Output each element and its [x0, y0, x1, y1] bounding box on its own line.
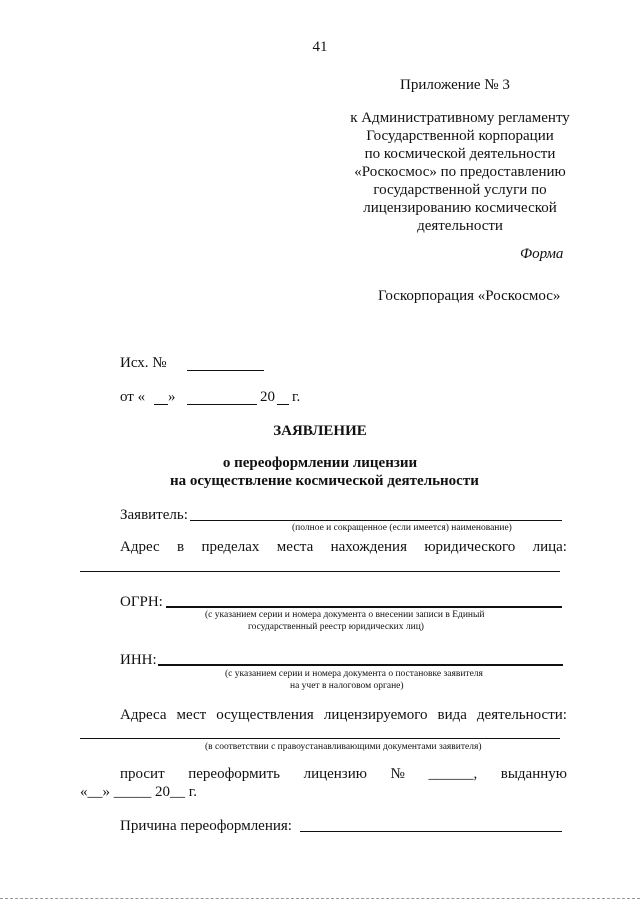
inn-hint-1: (с указанием серии и номера документа о постановке заявителя [225, 669, 483, 679]
request-word: лицензию [303, 766, 367, 782]
places-word: деятельности: [476, 707, 567, 723]
places-word: Адреса [120, 707, 167, 723]
license-number-field[interactable]: ______, [428, 766, 478, 782]
request-word: просит [120, 766, 165, 782]
page-number: 41 [312, 39, 328, 55]
request-word: переоформить [188, 766, 280, 782]
date-day-field[interactable] [154, 404, 168, 405]
address-field[interactable] [80, 571, 560, 572]
applicant-label: Заявитель: [120, 507, 188, 523]
request-word: выданную [500, 766, 567, 782]
date-mid: » [168, 389, 176, 405]
activity-places-field[interactable] [80, 738, 560, 739]
ogrn-field[interactable] [166, 606, 562, 608]
reason-label: Причина переоформления: [120, 818, 292, 834]
address-word: в [177, 539, 185, 555]
activity-places-hint: (в соответствии с правоустанавливающими документами заявителя) [205, 742, 482, 752]
ogrn-label: ОГРН: [120, 594, 163, 610]
address-word: места [276, 539, 314, 555]
year-prefix: 20 [260, 389, 275, 405]
places-word: мест [176, 707, 207, 723]
reg-line-4: «Роскосмос» по предоставлению [354, 164, 566, 180]
reg-line-5: государственной услуги по [373, 182, 547, 198]
places-word: лицензируемого [323, 707, 428, 723]
applicant-hint: (полное и сокращенное (если имеется) наименование) [292, 523, 512, 533]
outgoing-number-field[interactable] [187, 370, 264, 371]
reg-line-7: деятельности [417, 218, 503, 234]
date-prefix: от « [120, 389, 146, 405]
address-word: нахождения [330, 539, 407, 555]
applicant-field[interactable] [190, 520, 562, 521]
activity-places-label [120, 706, 567, 724]
page-bottom-edge [0, 898, 640, 905]
reg-line-6: лицензированию космической [363, 200, 557, 216]
reg-line-1: к Административному регламенту [350, 110, 570, 126]
address-label [120, 538, 567, 556]
inn-field[interactable] [158, 664, 563, 666]
address-word: лица: [532, 539, 567, 555]
appendix-label: Приложение № 3 [400, 77, 510, 93]
document-subtitle-2: на осуществление космической деятельности [170, 473, 479, 489]
document-title: ЗАЯВЛЕНИЕ [273, 423, 367, 439]
date-month-field[interactable] [187, 404, 257, 405]
address-word: Адрес [120, 539, 160, 555]
address-word: пределах [201, 539, 260, 555]
places-word: осуществления [216, 707, 314, 723]
places-word: вида [437, 707, 467, 723]
issued-date-field[interactable]: «__» _____ 20__ г. [80, 784, 197, 800]
request-line [120, 765, 567, 783]
document-subtitle-1: о переоформлении лицензии [222, 455, 418, 471]
ogrn-hint-2: государственный реестр юридических лиц) [248, 622, 424, 632]
reason-field[interactable] [300, 831, 562, 832]
year-suffix: г. [292, 389, 301, 405]
ogrn-hint-1: (с указанием серии и номера документа о внесении записи в Единый [205, 610, 485, 620]
inn-hint-2: на учет в налоговом органе) [290, 681, 404, 691]
addressee: Госкорпорация «Роскосмос» [378, 288, 561, 304]
inn-label: ИНН: [120, 652, 157, 668]
reg-line-3: по космической деятельности [364, 146, 556, 162]
outgoing-number-label: Исх. № [120, 355, 167, 371]
date-year-field[interactable] [277, 404, 289, 405]
address-word: юридического [424, 539, 516, 555]
request-word: № [390, 766, 405, 782]
form-label: Форма [520, 246, 564, 262]
reg-line-2: Государственной корпорации [366, 128, 554, 144]
